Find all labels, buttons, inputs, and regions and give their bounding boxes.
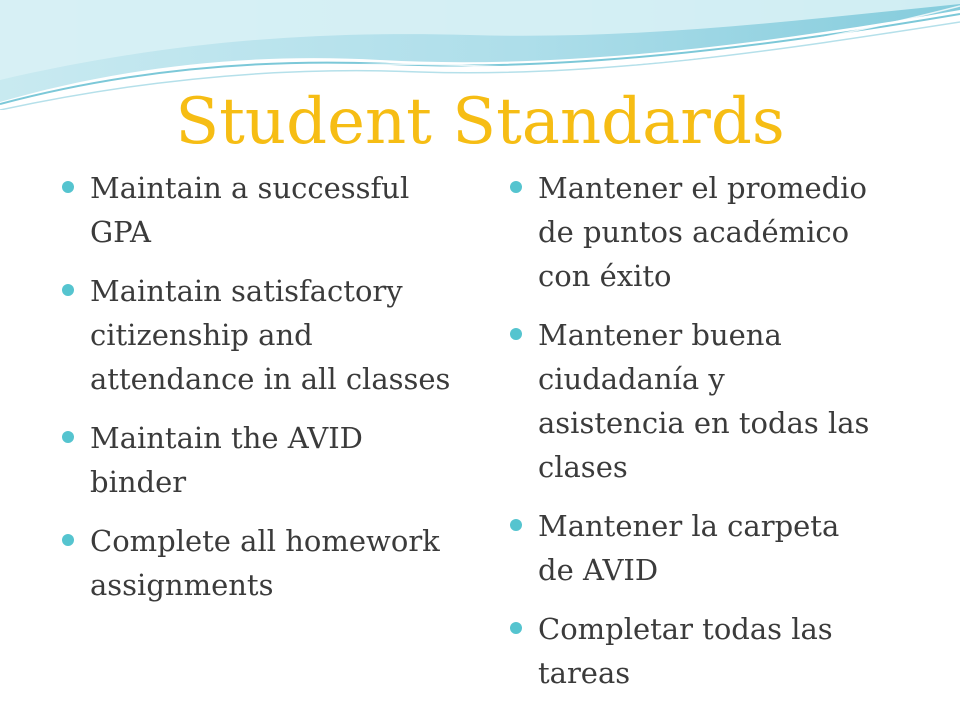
list-item-text: Mantener el promedio de puntos académico con éxito: [538, 171, 867, 293]
list-item-text: Maintain a successful GPA: [90, 171, 410, 249]
list-item-text: Mantener buena ciudadanía y asistencia en todas las clases: [538, 318, 870, 484]
list-item-text: Mantener la carpeta de AVID: [538, 509, 840, 587]
list-item: [510, 504, 870, 592]
slide-title: Student Standards: [175, 85, 785, 159]
bullet-icon: [62, 534, 74, 546]
list-item: [510, 607, 870, 695]
bullet-icon: [510, 622, 522, 634]
list-item-text: Maintain the AVID binder: [90, 421, 363, 499]
list-item: [62, 519, 452, 607]
list-item-text: Maintain satisfactory citizenship and attendance in all classes: [90, 274, 451, 396]
bullet-icon: [62, 284, 74, 296]
list-item: [62, 416, 452, 504]
list-item: [62, 166, 452, 254]
bullet-icon: [510, 519, 522, 531]
list-item-text: Completar todas las tareas: [538, 612, 833, 690]
english-standards-list: [62, 166, 452, 622]
list-item: [510, 166, 870, 298]
list-item: [510, 313, 870, 489]
list-item: [62, 269, 452, 401]
bullet-icon: [62, 431, 74, 443]
bullet-icon: [510, 181, 522, 193]
spanish-standards-list: [510, 166, 870, 710]
bullet-icon: [62, 181, 74, 193]
bullet-icon: [510, 328, 522, 340]
list-item-text: Complete all homework assignments: [90, 524, 440, 602]
